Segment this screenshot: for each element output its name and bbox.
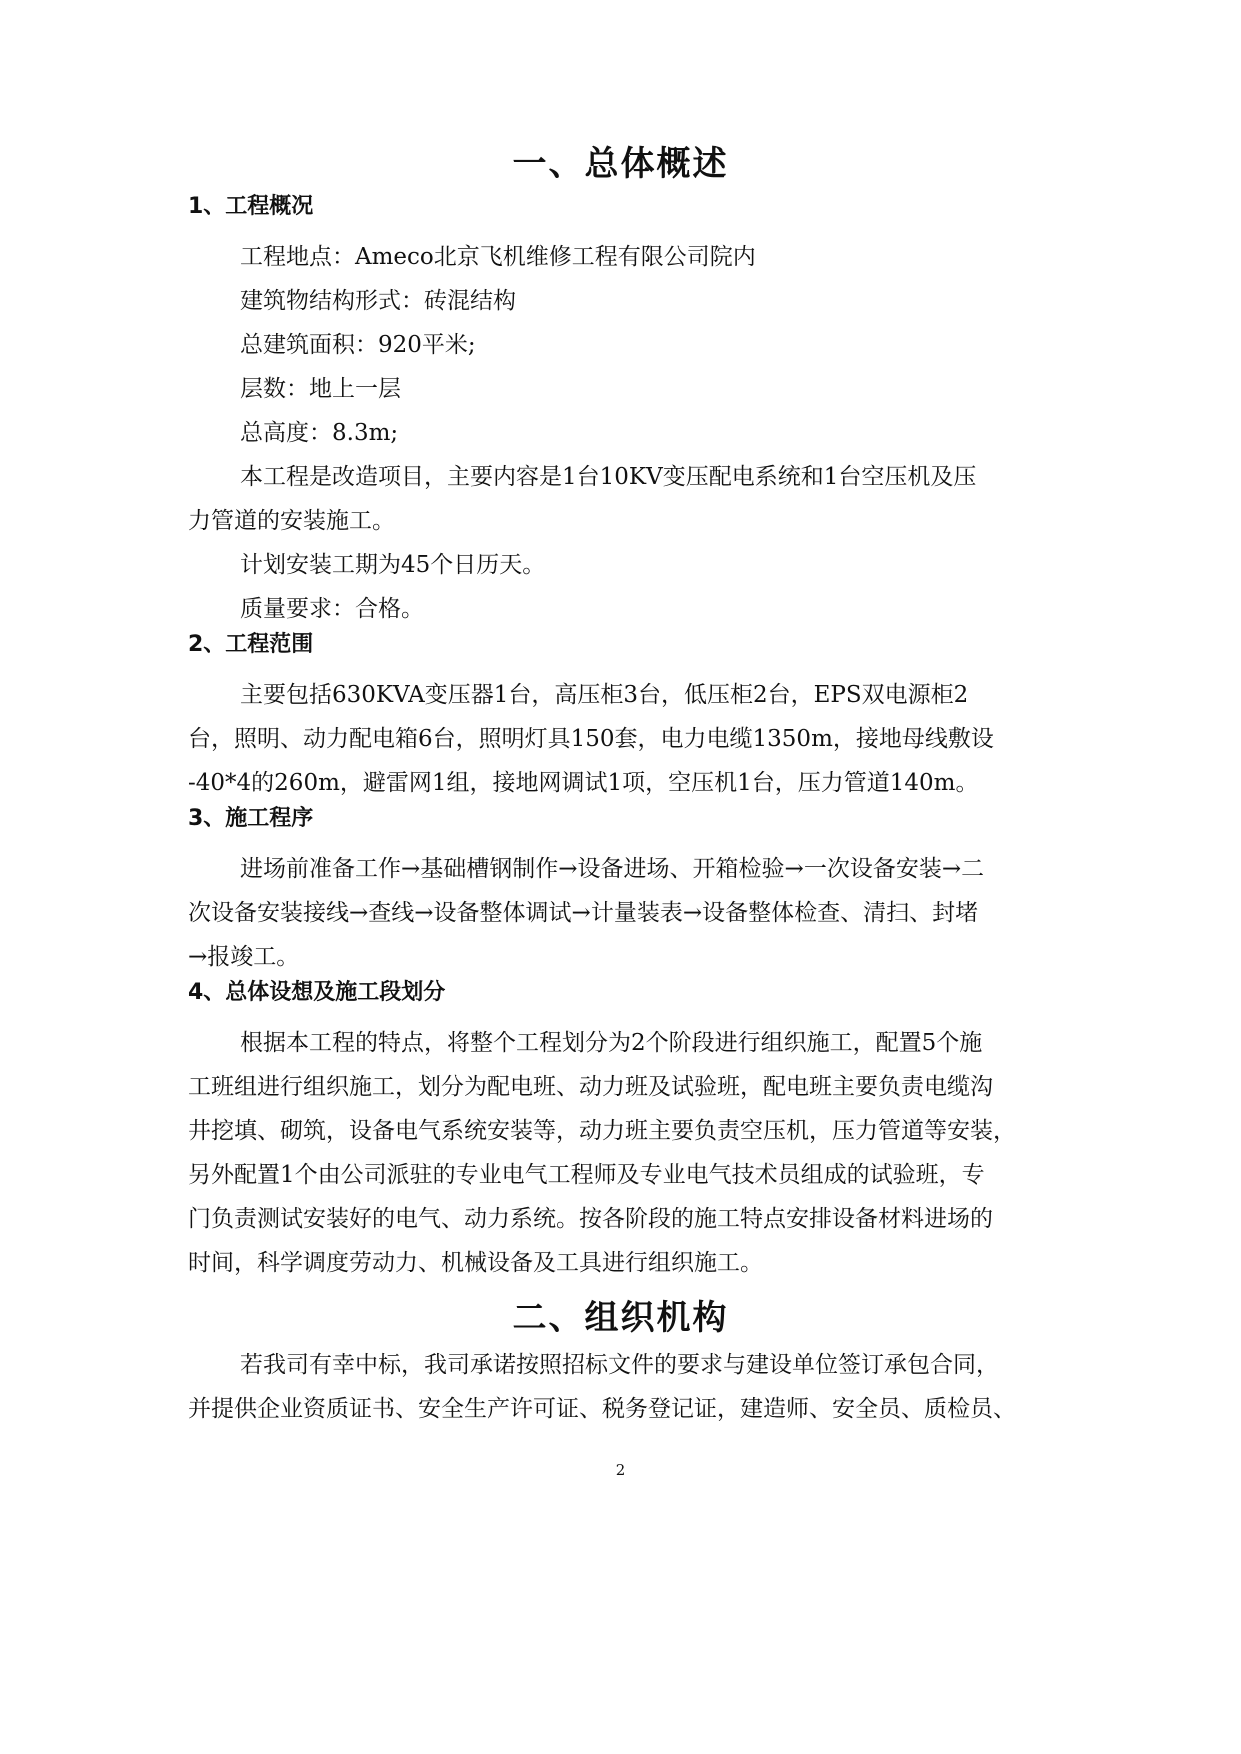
subsection-3-heading: 3、施工程序 <box>188 806 314 831</box>
project-description-line-1: 本工程是改造项目，主要内容是1台10KV变压配电系统和1台空压机及压 <box>240 464 977 490</box>
scope-line-1: 主要包括630KVA变压器1台，高压柜3台，低压柜2台，EPS双电源柜2 <box>240 682 969 708</box>
page-number: 2 <box>615 1461 626 1479</box>
subsection-1-heading: 1、工程概况 <box>188 194 314 219</box>
scope-line-2: 台，照明、动力配电箱6台，照明灯具150套，电力电缆1350m，接地母线敷设 <box>188 726 994 752</box>
quality-requirement: 质量要求：合格。 <box>240 596 424 622</box>
planned-duration: 计划安装工期为45个日历天。 <box>240 552 546 578</box>
procedure-line-1: 进场前准备工作→基础槽钢制作→设备进场、开箱检验→一次设备安装→二 <box>240 856 985 882</box>
floor-count: 层数：地上一层 <box>240 376 401 402</box>
section-2-title: 二、组织机构 <box>512 1298 729 1338</box>
subsection-2-heading: 2、工程范围 <box>188 632 314 657</box>
project-location: 工程地点：Ameco北京飞机维修工程有限公司院内 <box>240 244 756 270</box>
total-height: 总高度：8.3m; <box>240 420 399 446</box>
procedure-line-3: →报竣工。 <box>188 944 300 970</box>
total-area: 总建筑面积：920平米; <box>240 332 476 358</box>
subsection-4-heading: 4、总体设想及施工段划分 <box>188 980 446 1005</box>
building-structure: 建筑物结构形式：砖混结构 <box>240 288 516 314</box>
plan-line-5: 门负责测试安装好的电气、动力系统。按各阶段的施工特点安排设备材料进场的 <box>188 1206 993 1232</box>
plan-line-1: 根据本工程的特点，将整个工程划分为2个阶段进行组织施工，配置5个施 <box>240 1030 983 1056</box>
plan-line-2: 工班组进行组织施工，划分为配电班、动力班及试验班，配电班主要负责电缆沟 <box>188 1074 993 1100</box>
plan-line-3: 井挖填、砌筑，设备电气系统安装等，动力班主要负责空压机，压力管道等安装， <box>188 1118 1016 1144</box>
scope-line-3: -40*4的260m，避雷网1组，接地网调试1项，空压机1台，压力管道140m。 <box>188 770 979 796</box>
plan-line-4: 另外配置1个由公司派驻的专业电气工程师及专业电气技术员组成的试验班，专 <box>188 1162 985 1188</box>
project-description-line-2: 力管道的安装施工。 <box>188 508 395 534</box>
organization-line-2: 并提供企业资质证书、安全生产许可证、税务登记证，建造师、安全员、质检员、 <box>188 1396 1016 1422</box>
section-1-title: 一、总体概述 <box>512 144 729 184</box>
plan-line-6: 时间，科学调度劳动力、机械设备及工具进行组织施工。 <box>188 1250 763 1276</box>
procedure-line-2: 次设备安装接线→查线→设备整体调试→计量装表→设备整体检查、清扫、封堵 <box>188 900 979 926</box>
organization-line-1: 若我司有幸中标，我司承诺按照招标文件的要求与建设单位签订承包合同， <box>240 1352 999 1378</box>
